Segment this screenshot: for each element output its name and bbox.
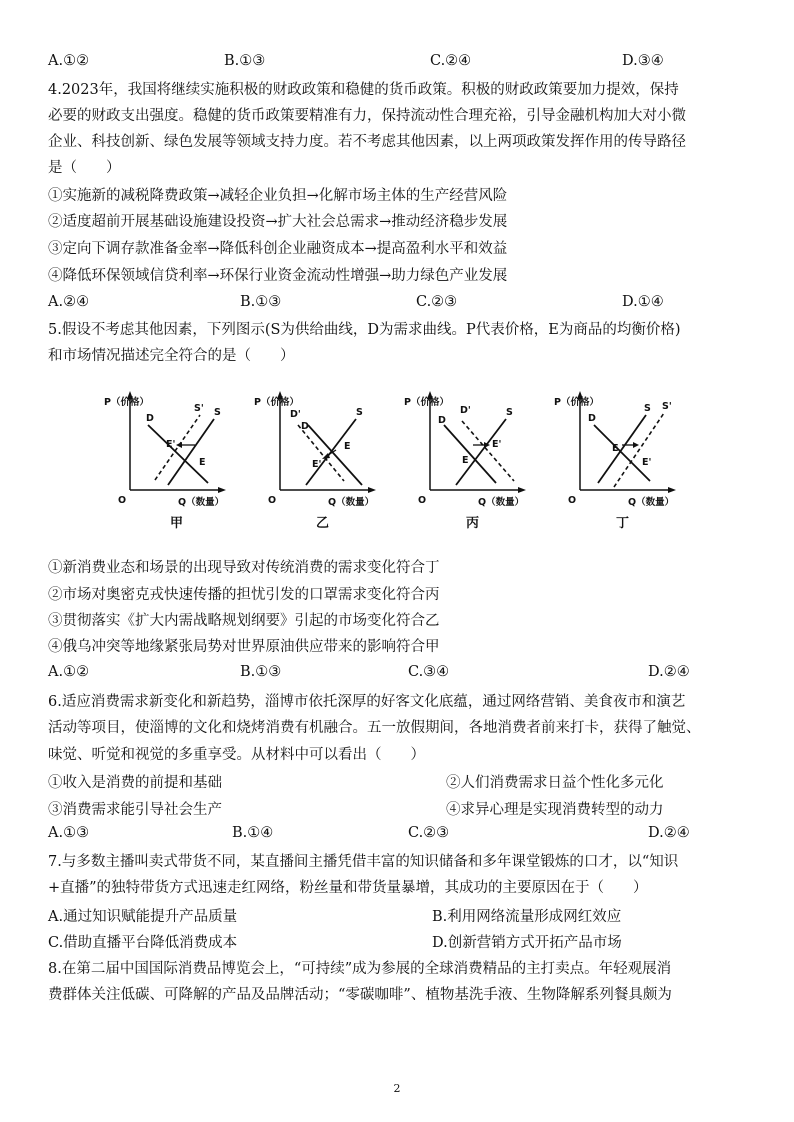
supply-curve	[306, 419, 356, 485]
q4-item-1: ①实施新的减税降费政策→减轻企业负担→化解市场主体的生产经营风险	[48, 188, 508, 204]
q4-stem-line-2: 必要的财政支出强度。稳健的货币政策要精准有力，保持流动性合理充裕，引导金融机构加大对小微	[48, 108, 686, 124]
y-axis-label: P（价格）	[404, 397, 449, 408]
x-axis-arrow	[668, 487, 676, 493]
graph-caption: 乙	[316, 516, 330, 531]
q7-option-c: C.借助直播平台降低消费成本	[48, 935, 238, 951]
y-axis-label: P（价格）	[554, 397, 599, 408]
origin-label: O	[118, 495, 127, 506]
q5-options	[48, 664, 748, 684]
label-s: S	[356, 407, 363, 418]
q4-option-c: C.②③	[416, 294, 458, 310]
graph-yi-svg	[250, 385, 380, 535]
q4-option-b: B.①③	[240, 294, 282, 310]
q6-option-d: D.②④	[648, 825, 690, 841]
origin-label: O	[568, 495, 577, 506]
graph-caption: 丁	[616, 516, 630, 531]
graph-ding	[550, 385, 680, 535]
label-s-prime: S'	[662, 401, 672, 412]
q3-option-b: B.①③	[224, 53, 266, 69]
x-axis-label: Q（数量）	[328, 497, 375, 508]
label-e: E	[462, 455, 469, 466]
q5-item-1: ①新消费业态和场景的出现导致对传统消费的需求变化符合丁	[48, 560, 440, 576]
q3-options	[48, 53, 748, 73]
q5-option-b: B.①③	[240, 664, 282, 680]
label-d: D	[146, 413, 154, 424]
demand-curve-new	[298, 425, 344, 481]
q5-option-a: A.①②	[48, 664, 90, 680]
q4-item-4: ④降低环保领域信贷利率→环保行业资金流动性增强→助力绿色产业发展	[48, 268, 508, 284]
q7-option-b: B.利用网络流量形成网红效应	[432, 909, 622, 925]
label-e-prime: E'	[166, 439, 176, 450]
q6-items-row-1	[48, 771, 748, 791]
label-s: S	[506, 407, 513, 418]
q4-item-3: ③定向下调存款准备金率→降低科创企业融资成本→提高盈利水平和效益	[48, 241, 508, 257]
supply-demand-graphs	[100, 385, 700, 535]
q6-stem-line-3: 味觉、听觉和视觉的多重享受。从材料中可以看出（ ）	[48, 747, 425, 763]
demand-curve	[594, 425, 650, 481]
q5-item-2: ②市场对奥密克戎快速传播的担忧引发的口罩需求变化符合丙	[48, 587, 440, 603]
q7-options-row-2	[48, 931, 748, 951]
supply-curve	[456, 419, 506, 485]
graph-ding-svg	[550, 385, 680, 535]
q6-item-2: ②人们消费需求日益个性化多元化	[446, 775, 664, 791]
q6-option-a: A.①③	[48, 825, 90, 841]
graph-jia-svg	[100, 385, 230, 535]
label-e: E	[344, 441, 351, 452]
label-s: S	[644, 403, 651, 414]
graph-jia	[100, 385, 230, 535]
q4-option-a: A.②④	[48, 294, 90, 310]
origin-label: O	[418, 495, 427, 506]
q6-item-3: ③消费需求能引导社会生产	[48, 802, 222, 818]
graph-caption: 甲	[170, 516, 184, 531]
label-d-prime: D'	[290, 409, 301, 420]
demand-curve-new	[462, 421, 514, 481]
shift-arrow-head	[633, 442, 639, 448]
q3-option-d: D.③④	[622, 53, 664, 69]
origin-label: O	[268, 495, 277, 506]
q6-item-1: ①收入是消费的前提和基础	[48, 775, 222, 791]
q6-items-row-2	[48, 798, 748, 818]
label-e-prime: E'	[642, 457, 652, 468]
x-axis-label: Q（数量）	[178, 497, 225, 508]
q3-option-c: C.②④	[430, 53, 472, 69]
q4-stem-line-3: 企业、科技创新、绿色发展等领域支持力度。若不考虑其他因素，以上两项政策发挥作用的传导路径	[48, 134, 686, 150]
q7-options-row-1	[48, 905, 748, 925]
q6-stem-line-1: 6.适应消费需求新变化和新趋势，淄博市依托深厚的好客文化底蕴，通过网络营销、美食夜市和演艺	[48, 694, 686, 710]
x-axis-label: Q（数量）	[628, 497, 675, 508]
q7-option-a: A.通过知识赋能提升产品质量	[48, 909, 238, 925]
y-axis-label: P（价格）	[254, 397, 299, 408]
q4-options	[48, 294, 748, 314]
label-d: D	[438, 415, 446, 426]
q5-item-4: ④俄乌冲突等地缘紧张局势对世界原油供应带来的影响符合甲	[48, 639, 440, 655]
q8-stem-line-2: 费群体关注低碳、可降解的产品及品牌活动；“零碳咖啡”、植物基洗手液、生物降解系列餐具颇为	[48, 987, 672, 1003]
q6-options	[48, 825, 748, 845]
label-e-prime: E'	[312, 459, 322, 470]
label-d: D	[301, 421, 309, 432]
q8-stem-line-1: 8.在第二届中国国际消费品博览会上，“可持续”成为参展的全球消费精品的主打卖点。年轻观展消	[48, 961, 672, 977]
q5-stem-line-1: 5.假设不考虑其他因素，下列图示(S为供给曲线，D为需求曲线。P代表价格，E为商品的均衡价格)	[48, 322, 681, 338]
demand-curve	[148, 425, 208, 483]
q4-item-2: ②适度超前开展基础设施建设投资→扩大社会总需求→推动经济稳步发展	[48, 214, 508, 230]
label-s-prime: S'	[194, 403, 204, 414]
label-e: E	[199, 457, 206, 468]
q4-option-d: D.①④	[622, 294, 664, 310]
q5-stem-line-2: 和市场情况描述完全符合的是（ ）	[48, 348, 295, 364]
label-d-prime: D'	[460, 405, 471, 416]
label-s: S	[214, 407, 221, 418]
q5-item-3: ③贯彻落实《扩大内需战略规划纲要》引起的市场变化符合乙	[48, 613, 440, 629]
q7-stem-line-2: +直播”的独特带货方式迅速走红网络，粉丝量和带货量暴增，其成功的主要原因在于（ ）	[48, 880, 648, 896]
x-axis-arrow	[218, 487, 226, 493]
graph-bing-svg	[400, 385, 530, 535]
x-axis-label: Q（数量）	[478, 497, 525, 508]
shift-arrow-head	[176, 442, 182, 448]
graph-yi	[250, 385, 380, 535]
y-axis-label: P（价格）	[104, 397, 149, 408]
demand-curve	[444, 425, 496, 483]
x-axis-arrow	[518, 487, 526, 493]
q6-option-c: C.②③	[408, 825, 450, 841]
q7-stem-line-1: 7.与多数主播叫卖式带货不同，某直播间主播凭借丰富的知识储备和多年课堂锻炼的口才，以“知识	[48, 854, 679, 870]
graph-caption: 丙	[466, 516, 480, 531]
graph-bing	[400, 385, 530, 535]
label-e: E	[612, 443, 619, 454]
q3-option-a: A.①②	[48, 53, 90, 69]
q6-item-4: ④求异心理是实现消费转型的动力	[446, 802, 664, 818]
demand-curve	[308, 425, 362, 485]
label-e-prime: E'	[492, 439, 502, 450]
q5-option-d: D.②④	[648, 664, 690, 680]
q4-stem-line-4: 是（ ）	[48, 160, 121, 176]
q5-option-c: C.③④	[408, 664, 450, 680]
q4-stem-line-1: 4.2023年，我国将继续实施积极的财政政策和稳健的货币政策。积极的财政政策要加力提效，保持	[48, 82, 679, 98]
q6-stem-line-2: 活动等项目，使淄博的文化和烧烤消费有机融合。五一放假期间，各地消费者前来打卡，获得了触觉、	[48, 720, 701, 736]
x-axis-arrow	[368, 487, 376, 493]
q7-option-d: D.创新营销方式开拓产品市场	[432, 935, 622, 951]
page-number: 2	[393, 1082, 401, 1095]
label-d: D	[588, 413, 596, 424]
q6-option-b: B.①④	[232, 825, 274, 841]
